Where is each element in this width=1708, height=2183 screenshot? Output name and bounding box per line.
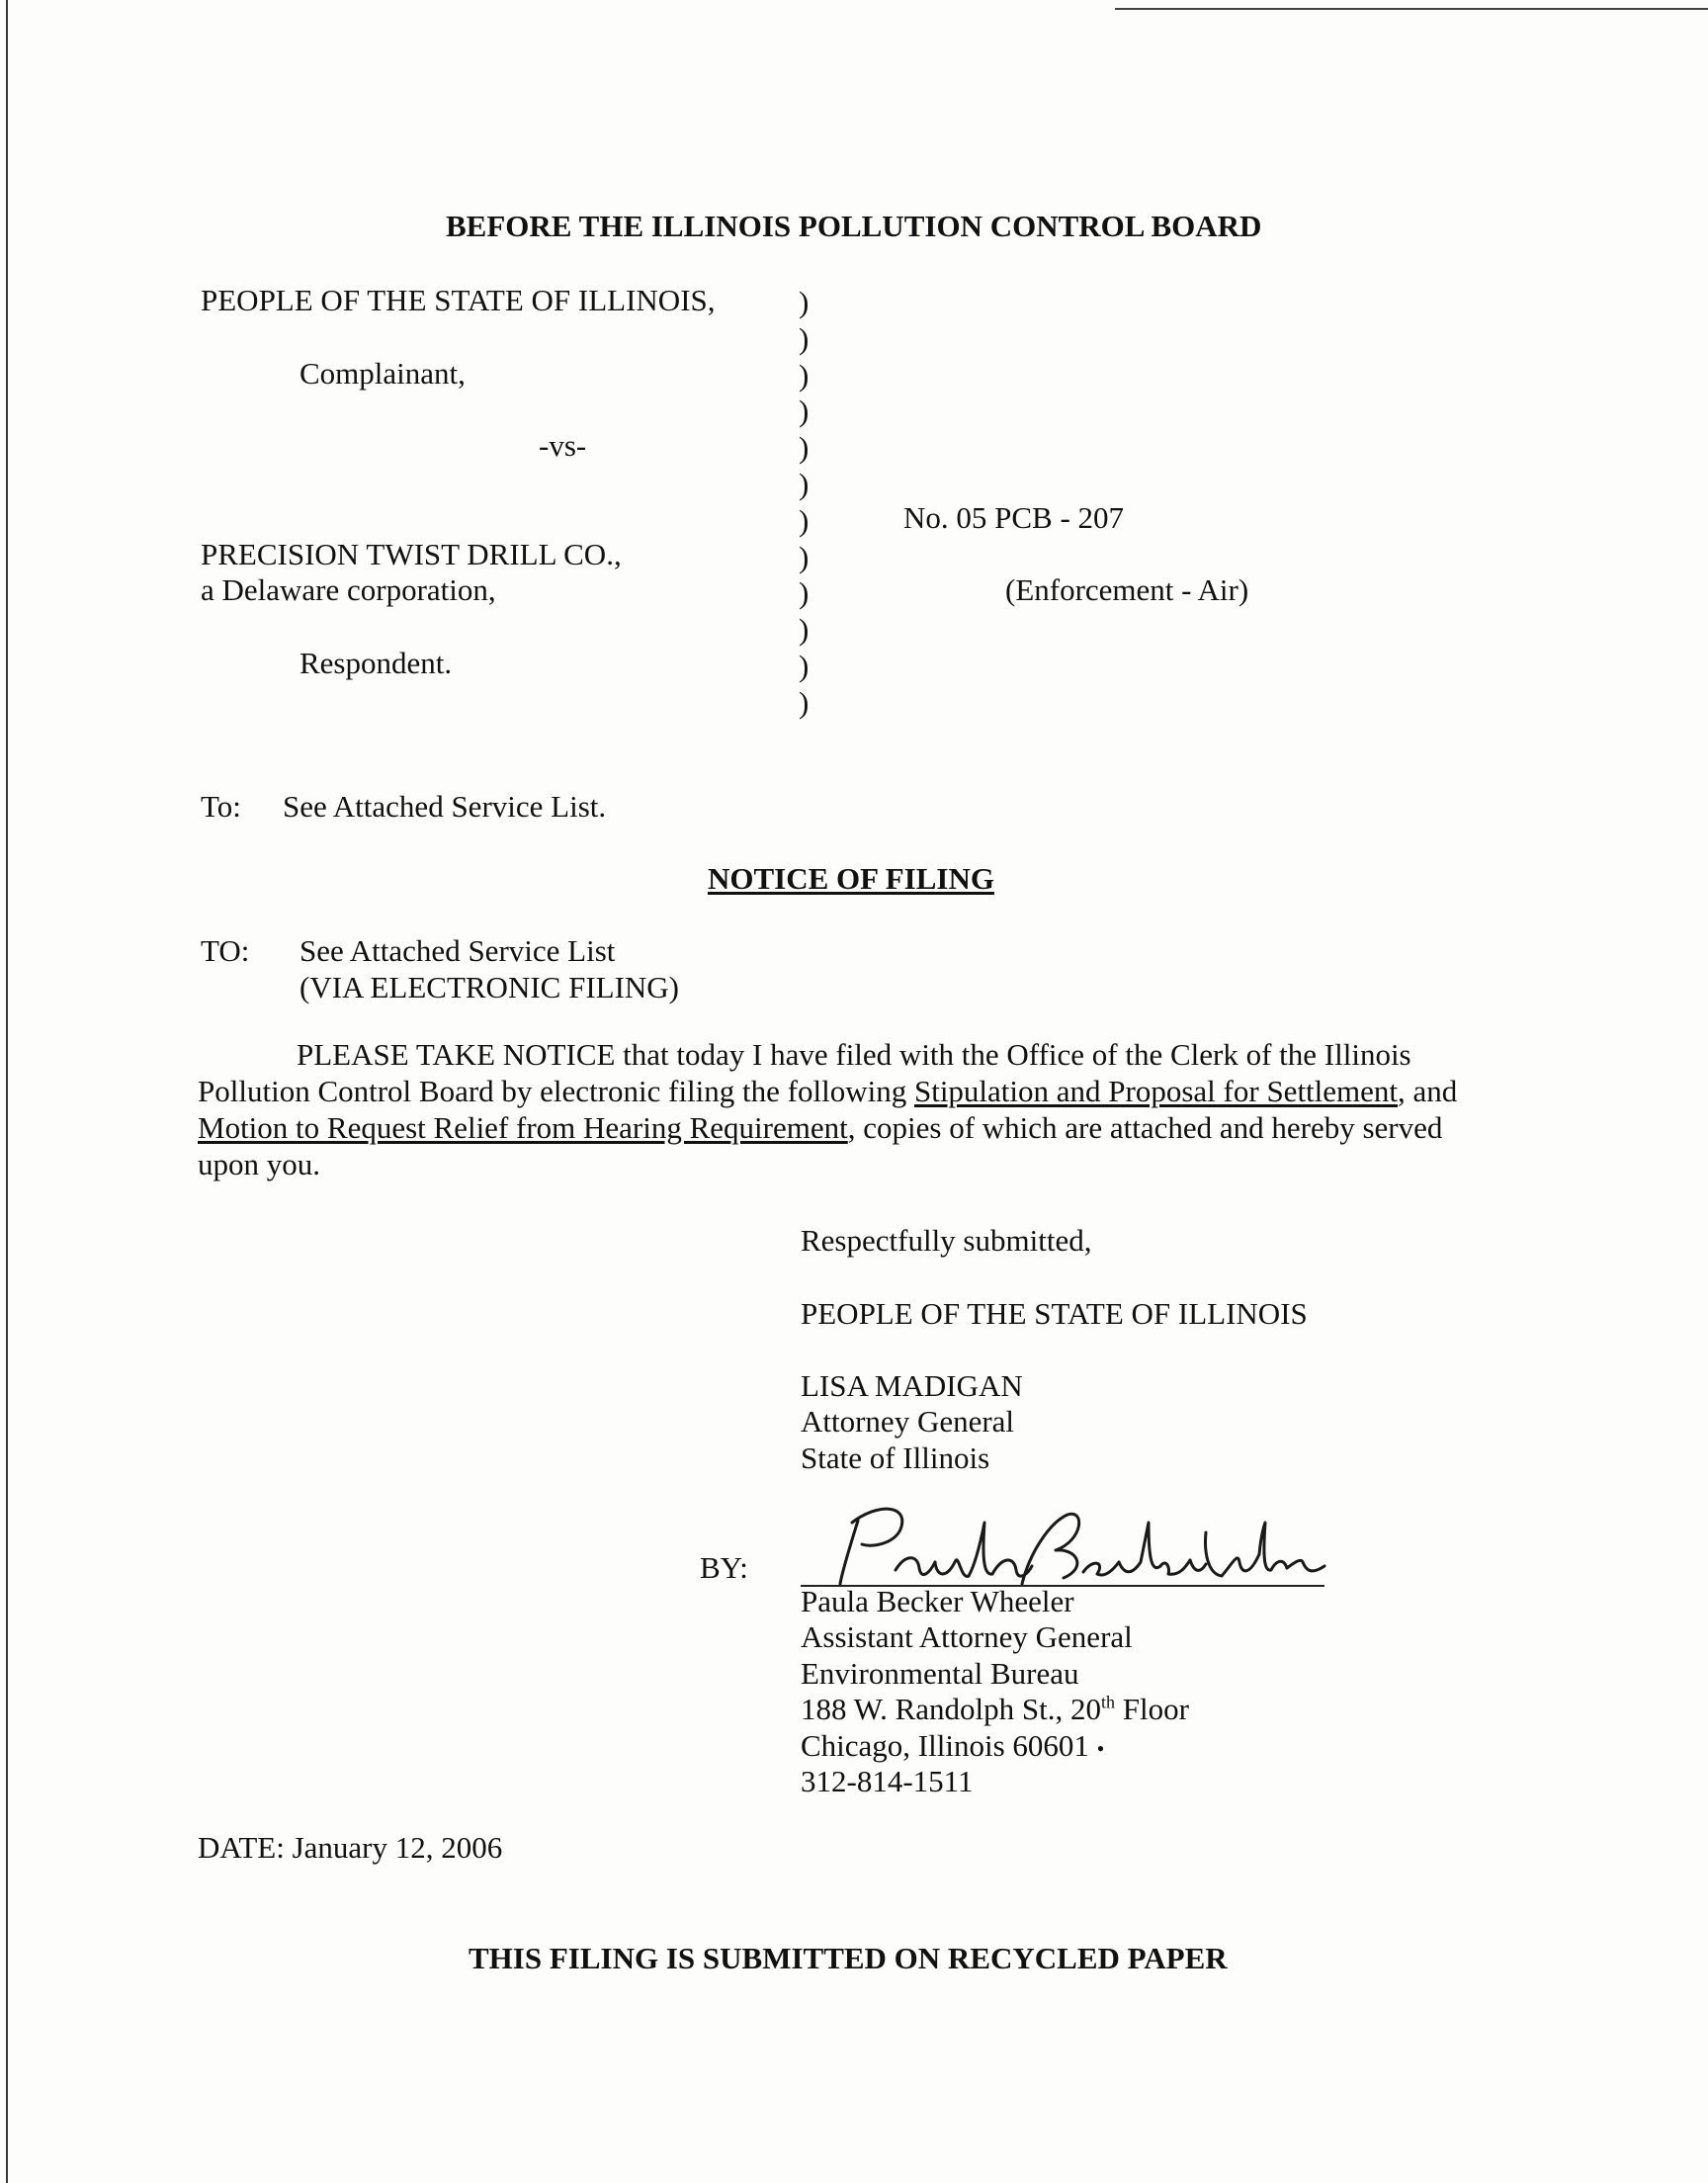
respectfully-submitted: Respectfully submitted, <box>801 1223 1092 1258</box>
case-number: No. 05 PCB - 207 <box>903 500 1125 535</box>
complainant-role: Complainant, <box>299 356 466 391</box>
scan-edge-top <box>1115 8 1708 10</box>
attorney-general-name: LISA MADIGAN <box>801 1368 1023 1403</box>
scan-edge-left <box>6 0 8 2183</box>
signer-phone: 312-814-1511 <box>801 1764 974 1798</box>
signer-title: Assistant Attorney General <box>801 1619 1133 1654</box>
notice-paragraph <box>198 1036 1483 1182</box>
court-heading: BEFORE THE ILLINOIS POLLUTION CONTROL BOARD <box>446 209 1262 243</box>
to-value: See Attached Service List. <box>283 789 607 824</box>
complainant-name: PEOPLE OF THE STATE OF ILLINOIS, <box>201 283 716 317</box>
by-label: BY: <box>700 1550 748 1585</box>
signature-text: Paula Becker Wheeler <box>818 1493 827 1494</box>
to-block-line1: See Attached Service List <box>299 933 616 968</box>
to-block-label: TO: <box>201 933 250 968</box>
signer-address: 188 W. Randolph St., 20th Floor <box>801 1692 1189 1726</box>
respondent-name: PRECISION TWIST DRILL CO., <box>201 537 622 571</box>
notice-title: NOTICE OF FILING <box>708 861 994 896</box>
date-line: DATE: January 12, 2006 <box>198 1830 503 1865</box>
paragraph-line-3: Motion to Request Relief from Hearing Requirement, copies of which are attached and hereby served <box>198 1110 1443 1145</box>
paragraph-line-2: Pollution Control Board by electronic filing the following Stipulation and Proposal for Settlement, and <box>198 1074 1458 1108</box>
attorney-general-state: State of Illinois <box>801 1441 990 1475</box>
signer-bureau: Environmental Bureau <box>801 1656 1079 1691</box>
motion-document-title: Motion to Request Relief from Hearing Requirement <box>198 1110 848 1145</box>
versus-label: -vs- <box>539 428 587 463</box>
to-block-line2: (VIA ELECTRONIC FILING) <box>299 970 680 1004</box>
case-type: (Enforcement - Air) <box>1005 572 1249 607</box>
respondent-description: a Delaware corporation, <box>201 572 496 607</box>
people-of-illinois: PEOPLE OF THE STATE OF ILLINOIS <box>801 1296 1308 1331</box>
stray-mark: • <box>1096 1736 1105 1761</box>
signer-name: Paula Becker Wheeler <box>801 1584 1074 1618</box>
caption-parentheses: ) ) ) ) ) ) ) ) ) ) ) ) <box>799 285 810 720</box>
to-label: To: <box>201 789 241 824</box>
paragraph-line-4: upon you. <box>198 1147 320 1181</box>
stipulation-document-title: Stipulation and Proposal for Settlement <box>913 1074 1399 1108</box>
signer-city: Chicago, Illinois 60601 • <box>801 1728 1105 1763</box>
attorney-general-title: Attorney General <box>801 1404 1015 1439</box>
respondent-role: Respondent. <box>299 646 453 680</box>
recycled-paper-footer: THIS FILING IS SUBMITTED ON RECYCLED PAPER <box>469 1941 1228 1975</box>
handwritten-signature <box>818 1493 1332 1592</box>
paragraph-line-1: PLEASE TAKE NOTICE that today I have filed with the Office of the Clerk of the Illinois <box>297 1037 1411 1072</box>
